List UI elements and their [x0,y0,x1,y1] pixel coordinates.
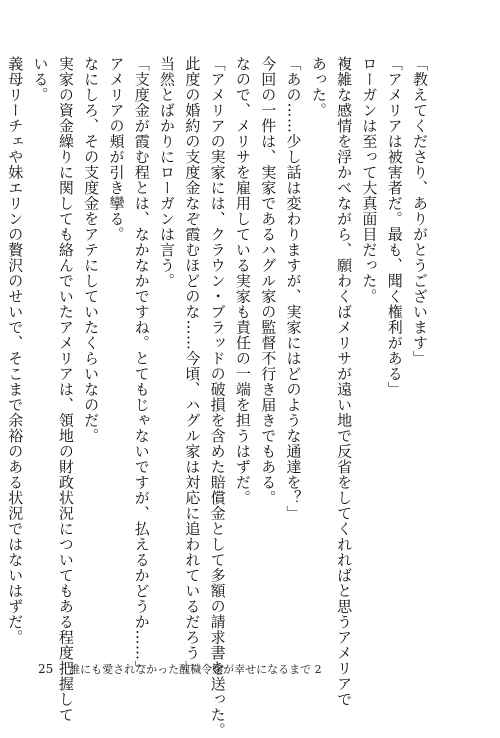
book-title: 誰にも愛されなかった醜穢令嬢が幸せになるまで 2 [69,663,322,676]
text-line: 「アメリアの実家には、クラウン・ブラッドの破損を含めた賠償金として多額の請求書を送った。 [208,56,227,738]
text-line: いる。 [31,56,50,103]
page-footer [38,661,322,677]
text-line: 当然とばかりにローガンは言う。 [158,56,177,289]
text-line: あった。 [309,56,328,118]
text-line: アメリアの頬が引き攣る。 [107,56,126,242]
text-line: 今回の一件は、実家であるハグル家の監督不行き届きでもある。 [259,56,278,506]
text-line: 「教えてくださり、ありがとうございます」 [411,56,429,366]
text-line: なにしろ、その支度金をアテにしていたくらいなのだ。 [82,56,101,444]
text-line: 義母リーチェや妹エリンの贅沢のせいで、そこまで余裕のある状況ではないはずだ。 [6,56,25,645]
text-line: 実家の資金繰りに関しても絡んでいたアメリアは、領地の財政状況についてもある程度把握して [56,56,75,723]
page-number: 25 [38,662,54,676]
text-line: 複雑な感情を浮かべながら、願わくばメリサが遠い地で反省をしてくれればと思うアメリアで [335,56,354,707]
text-line: ローガンは至って大真面目だった。 [360,56,379,304]
text-line: 「アメリアは被害者だ。最も、聞く権利がある」 [385,56,404,397]
text-line: 「支度金が霞む程とは、なかなかですね。とてもじゃないですが、払えるかどうか……」 [132,56,151,676]
text-line: 「あの……少し話は変わりますが、実家にはどのような通達を？」 [284,56,303,521]
text-line: 此度の婚約の支度金なぞ霞むほどのな……今頃、ハグル家は対応に追われているだろう」 [183,56,202,676]
text-line: なので、メリサを雇用している実家も責任の一端を担うはずだ。 [233,56,252,506]
